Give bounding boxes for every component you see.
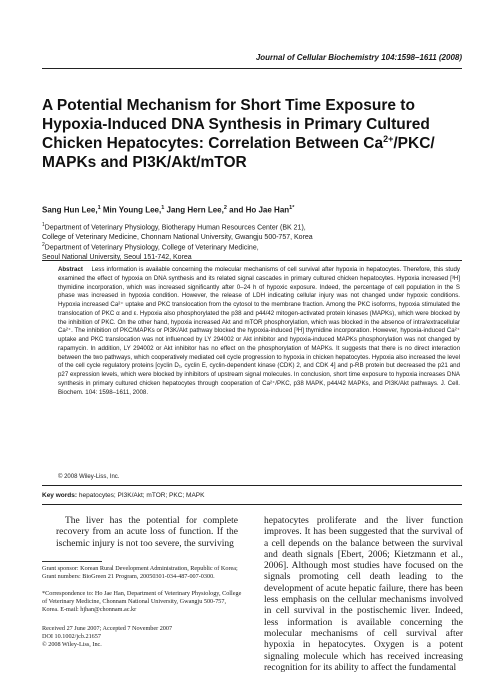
footnote-grant: Grant sponsor: Korean Rural Development Administration, Republic of Korea; Grant numbers: BioGreen 21 Program, 20050301-034-487-007-0300. [42, 565, 238, 580]
abstract-text: Less information is available concerning the molecular mechanisms of cell survival after hypoxia in hepatocytes. Therefore, this study examined the effect of hypoxia on DNA synthesis and its related signal cascades in primary cultured chicken hepatocytes. Hypoxia increased [³H] thymidine incorporation, which was increased significantly after 0–24 h of hypoxic exposure. Indeed, the percentage of cell population in the S phase was increased in hypoxia condition. However, the release of LDH indicating cellular injury was not changed under hypoxic conditions. Hypoxia increased Ca²⁺ uptake and PKC translocation from the cytosol to the membrane fraction. Among the PKC isoforms, hypoxia stimulated the translocation of PKC α and ε. Hypoxia also phosphorylated the p38 and p44/42 mitogen-activated protein kinases (MAPKs), which were blocked by the inhibition of PKC. On the other hand, hypoxia increased Akt and mTOR phosphorylation, which was blocked in the absence of intra/extracellular Ca²⁺. The inhibition of PKC/MAPKs or PI3K/Akt pathway blocked the hypoxia-induced [³H] thymidine incorporation. However, hypoxia-induced Ca²⁺ uptake and PKC translocation was not influenced by LY 294002 or Akt inhibitor and hypoxia-induced MAPKs phosphorylation was not changed by rapamycin. In addition, LY 294002 or Akt inhibitor has no effect on the phosphorylation of MAPKs. It suggests that there is no direct interaction between the two pathways, which cooperatively mediated cell cycle progression to hypoxia in chicken hepatocytes. Hypoxia also increased the level of the cell cycle regulatory proteins [cyclin D₁, cyclin E, cyclin-dependent kinase (CDK) 2, and CDK 4] and p-RB protein but decreased the p21 and p27 expression levels, which were blocked by inhibitors of upstream signal molecules. In conclusion, short time exposure to hypoxia increases DNA synthesis in primary cultured chicken hepatocytes through cooperation of Ca²⁺/PKC, p38 MAPK, p44/42 MAPKs, and PI3K/Akt pathways. J. Cell. Biochem. 104: 1598–1611, 2008. [58, 266, 461, 396]
body-column-2: hepatocytes proliferate and the liver function improves. It has been suggested that the survival of a cell depends on the balance between the survival and death signals [Ebert, 2006; Kietzmann et al., 2006]. Although most studies have focused on the signals promoting cell death leading to the development of acute hepatic failure, there has been less emphasis on the cellular mechanisms involved in cell survival in the postischemic liver. Indeed, less information is available concerning the molecular mechanisms of cell survival after hypoxia in hepatocytes. Oxygen is a potent signaling molecule which has received increasing recognition for its ability to affect the fundamental [264, 516, 463, 673]
author-name: and Ho Jae Han [226, 205, 290, 215]
journal-reference: Journal of Cellular Biochemistry 104:1598–1611 (2008) [255, 53, 462, 62]
author-name: Jang Hern Lee, [164, 205, 224, 215]
affiliation-line: College of Veterinary Medicine, Chonnam National University, Gwangju 500-757, Korea [42, 234, 313, 242]
footnote-copyright: © 2008 Wiley-Liss, Inc. [42, 641, 102, 648]
author-mark: 1* [289, 205, 295, 211]
title-superscript: 2+ [383, 133, 394, 144]
footnote-received: Received 27 June 2007; Accepted 7 November 2007 [42, 625, 173, 632]
keywords [42, 492, 462, 499]
affiliation-line: Department of Veterinary Physiology, Biotherapy Human Resources Center (BK 21), [44, 224, 306, 232]
author-list [42, 205, 462, 215]
affiliation-line: Seoul National University, Seoul 151-742, Korea [42, 254, 192, 262]
affiliation-mark: 1 [42, 222, 45, 228]
body-column-1: The liver has the potential for complete recovery from an acute loss of function. If the ischemic injury is not too severe, the surviving [56, 516, 238, 549]
abstract-top-rule [42, 260, 462, 261]
footnote-doi: DOI 10.1002/jcb.21657 [42, 633, 101, 640]
keywords-text: hepatocytes; PI3K/Akt; mTOR; PKC; MAPK [78, 492, 205, 499]
affiliation-line: Department of Veterinary Physiology, College of Veterinary Medicine, [44, 244, 259, 252]
footnote-correspondence: *Correspondence to: Ho Jae Han, Department of Veterinary Physiology, College of Veterinary Medicine, Chonnam National University, Gwangju 500-757, Korea. E-mail: hjhan@chonnam.ac.kr [42, 590, 242, 613]
author-mark: 1 [97, 205, 101, 211]
author-mark: 1 [161, 205, 165, 211]
abstract-label: Abstract [58, 266, 83, 273]
article-title [42, 96, 462, 172]
header-rule [42, 68, 462, 69]
abstract-copyright: © 2008 Wiley-Liss, Inc. [58, 474, 120, 480]
author-mark: 2 [223, 205, 227, 211]
title-part-1: A Potential Mechanism for Short Time Exposure to Hypoxia-Induced DNA Synthesis in Primary Cultured Chicken Hepatocytes: Correlation Between Ca [42, 97, 430, 152]
keywords-label: Key words: [42, 492, 78, 499]
title-part-2: /PKC/ MAPKs and PI3K/Akt/mTOR [42, 135, 435, 171]
author-name: Sang Hun Lee, [42, 205, 98, 215]
keywords-bottom-rule [42, 504, 462, 505]
author-name: Min Young Lee, [100, 205, 162, 215]
affiliation-mark: 2 [42, 242, 45, 248]
keywords-top-rule [42, 485, 462, 486]
footnote-rule [42, 561, 102, 562]
abstract [58, 266, 460, 397]
